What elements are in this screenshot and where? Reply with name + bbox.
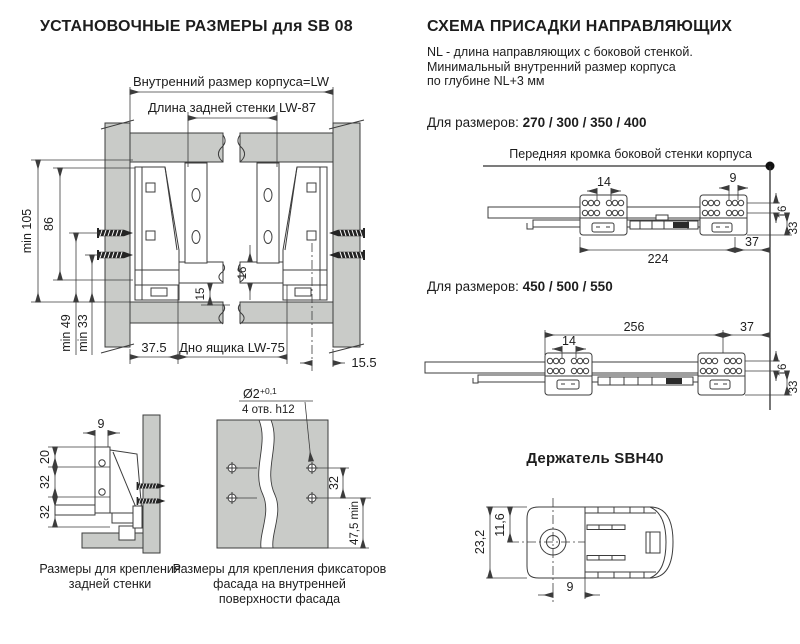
- dim-32b-text: 32: [38, 505, 52, 519]
- dim-9-back-text: 9: [97, 417, 105, 431]
- rail1-dim-16: 16: [777, 205, 789, 219]
- dim-475: [328, 498, 369, 548]
- rail-diagrams: [420, 160, 800, 422]
- facade-fix-caption-line1: Размеры для крепления фиксаторов: [172, 562, 387, 576]
- back-fix-caption-line1: Размеры для крепления: [39, 562, 181, 576]
- drawer-side-profile-left: [135, 167, 179, 300]
- sizes-row-1: [427, 115, 646, 130]
- drawer-back-wall-right: [257, 163, 279, 263]
- facade-fix-drawing: [175, 385, 395, 560]
- scheme-note-line2: Минимальный внутренний размер корпуса: [427, 59, 676, 74]
- back-fix-caption-line2: задней стенки: [68, 577, 152, 591]
- dim-20-text: 20: [38, 450, 52, 464]
- drawer-side-profile-right: [283, 167, 327, 300]
- dim-155-text: 15.5: [351, 355, 377, 370]
- back-fix-caption: [25, 562, 195, 592]
- install-section-drawing: [15, 55, 400, 390]
- holder-dim-232: 23,2: [473, 529, 487, 555]
- rail2-dim-256: 256: [623, 320, 645, 334]
- rail-diagram-1: [488, 171, 800, 266]
- side-profile-section: [110, 450, 142, 540]
- top-bar-right: [240, 133, 333, 162]
- back-wall-panel: [95, 447, 110, 513]
- rail1-right-block: [700, 195, 747, 235]
- scheme-note: [427, 45, 693, 89]
- rail1-dim-37: 37: [745, 235, 759, 249]
- rail2-right-block: [698, 353, 745, 395]
- dim-16: [237, 245, 250, 300]
- rail2-dim-37: 37: [740, 320, 754, 334]
- front-edge-label: Передняя кромка боковой стенки корпуса: [509, 147, 752, 161]
- dim-32-facade-text: 32: [327, 476, 341, 490]
- dim-min33: [76, 255, 101, 355]
- holder-dim-9: 9: [566, 580, 574, 594]
- back-fix-drawing: [15, 400, 190, 560]
- drawer-bottom-edge: [55, 505, 95, 515]
- rail1-dim-224: 224: [647, 252, 669, 266]
- dim-16-text: 16: [237, 266, 249, 280]
- dim-bottom-text: Дно ящика LW-75: [179, 340, 285, 355]
- facade-fix-caption: [172, 562, 387, 607]
- holder-dim-116: 11,6: [493, 513, 507, 537]
- dim-9-back: [83, 417, 120, 447]
- rail1-dim-33: 33: [788, 221, 800, 235]
- dim-32a-text: 32: [38, 475, 52, 489]
- rail2-dim-16: 16: [777, 363, 789, 377]
- facade-fix-caption-line3: поверхности фасада: [218, 592, 341, 606]
- dim-min49-text: min 49: [59, 314, 73, 352]
- dim-lw-text: Внутренний размер корпуса=LW: [132, 74, 330, 89]
- dim-32-facade: [327, 468, 343, 498]
- rail-diagram-2: [425, 320, 800, 395]
- dim-min105-text: min 105: [20, 208, 34, 254]
- hole-note-text: 4 отв. h12: [242, 404, 295, 416]
- rail1-dim-9: 9: [729, 171, 737, 185]
- holder-drawing: [460, 480, 790, 625]
- rail2-left-block: [545, 353, 592, 395]
- scheme-note-line1: NL - длина направляющих с боковой стенкой.: [427, 45, 693, 59]
- sizes2-label: Для размеров:: [427, 279, 523, 294]
- sizes2-values: 450 / 500 / 550: [522, 279, 613, 294]
- scheme-title: СХЕМА ПРИСАДКИ НАПРАВЛЯЮЩИХ: [427, 18, 733, 35]
- rail2-dim-33: 33: [788, 380, 800, 394]
- holder-title: Держатель SBH40: [526, 450, 664, 467]
- sizes1-values: 270 / 300 / 350 / 400: [522, 115, 647, 130]
- bottom-bar-right: [240, 302, 333, 323]
- rail2-dim-14: 14: [562, 334, 576, 348]
- hole-tol-text: +0,1: [260, 386, 277, 396]
- hole-dia-text: Ø2: [243, 387, 260, 401]
- dim-min33-text: min 33: [76, 314, 90, 352]
- drawer-back-wall-left: [185, 163, 207, 263]
- dim-back-wall-text: Длина задней стенки LW-87: [147, 100, 317, 115]
- facade-fix-caption-line2: фасада на внутренней: [213, 577, 346, 591]
- dim-375-text: 37.5: [141, 340, 167, 355]
- dim-15-text: 15: [195, 287, 207, 301]
- drawer-bottom-left: [178, 262, 223, 283]
- dim-86-text: 86: [42, 217, 56, 231]
- sizes1-label: Для размеров:: [427, 115, 523, 130]
- rail1-dim-14: 14: [597, 175, 611, 189]
- install-title: УСТАНОВОЧНЫЕ РАЗМЕРЫ для SB 08: [40, 18, 353, 35]
- top-bar-left: [130, 133, 223, 162]
- dim-475-text: 47,5 min: [349, 500, 361, 546]
- scheme-note-line3: по глубине NL+3 мм: [427, 74, 545, 88]
- rail1-left-block: [580, 195, 627, 235]
